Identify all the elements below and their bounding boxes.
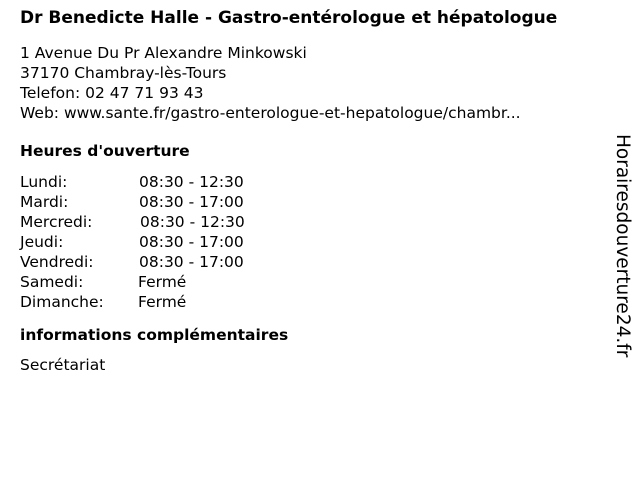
hours-row-sunday (20, 292, 610, 312)
day-label: Dimanche: (20, 293, 104, 311)
day-label: Mercredi: (20, 213, 93, 231)
time-value: Fermé (138, 273, 187, 291)
address-street: 1 Avenue Du Pr Alexandre Minkowski (20, 44, 307, 62)
opening-hours-table (20, 172, 610, 312)
hours-row-wednesday (20, 212, 610, 232)
day-label: Vendredi: (20, 253, 94, 271)
business-card (20, 7, 610, 375)
time-value: Fermé (138, 293, 187, 311)
site-watermark: Horairesdouverture24.fr (612, 134, 633, 358)
additional-info-heading: informations complémentaires (20, 326, 289, 344)
time-value: 08:30 - 17:00 (139, 233, 244, 251)
time-value: 08:30 - 12:30 (140, 213, 245, 231)
hours-row-saturday (20, 272, 610, 292)
time-value: 08:30 - 12:30 (139, 173, 244, 191)
opening-hours-heading: Heures d'ouverture (20, 142, 190, 160)
time-value: 08:30 - 17:00 (139, 253, 244, 271)
additional-info-text: Secrétariat (20, 356, 106, 374)
day-label: Lundi: (20, 173, 68, 191)
day-label: Mardi: (20, 193, 69, 211)
phone-number[interactable]: Telefon: 02 47 71 93 43 (20, 84, 204, 102)
hours-row-tuesday (20, 192, 610, 212)
hours-row-monday (20, 172, 610, 192)
time-value: 08:30 - 17:00 (139, 193, 244, 211)
contact-info (20, 43, 610, 123)
website-link[interactable]: Web: www.sante.fr/gastro-enterologue-et-hepatologue/chambr... (20, 104, 521, 122)
hours-row-thursday (20, 232, 610, 252)
address-city: 37170 Chambray-lès-Tours (20, 64, 227, 82)
page-title: Dr Benedicte Halle - Gastro-entérologue et hépatologue (20, 8, 558, 28)
day-label: Samedi: (20, 273, 84, 291)
day-label: Jeudi: (20, 233, 64, 251)
hours-row-friday (20, 252, 610, 272)
